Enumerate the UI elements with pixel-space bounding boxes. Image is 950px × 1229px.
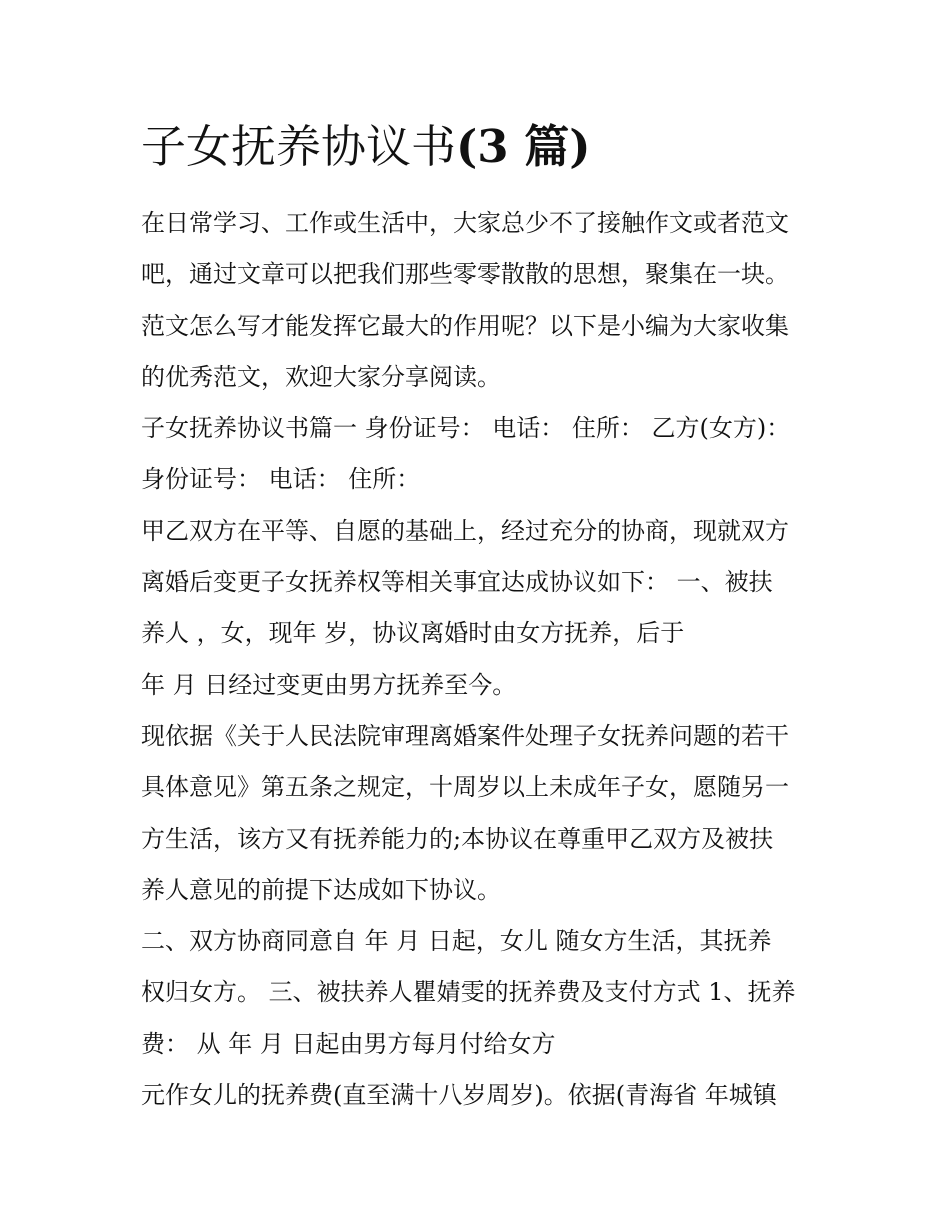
text-line: 元作女儿的抚养费(直至满十八岁周岁)。依据(青海省 年城镇 <box>141 1081 777 1110</box>
text-line: 范文怎么写才能发挥它最大的作用呢？以下是小编为大家收集 <box>141 311 789 340</box>
text-line: 方生活，该方又有抚养能力的;本协议在尊重甲乙双方及被扶 <box>141 824 774 853</box>
text-line: 子女抚养协议书篇一 身份证号： 电话： 住所： 乙方(女方)： <box>141 414 791 443</box>
text-line: 费： 从 年 月 日起由男方每月付给女方 <box>141 1029 556 1058</box>
text-line: 养人意见的前提下达成如下协议。 <box>141 875 501 904</box>
text-line: 二、双方协商同意自 年 月 日起，女儿 随女方生活，其抚养 <box>141 927 772 956</box>
text-line: 在日常学习、工作或生活中，大家总少不了接触作文或者范文 <box>141 209 789 237</box>
text-line: 现依据《关于人民法院审理离婚案件处理子女抚养问题的若干 <box>141 721 789 750</box>
text-line: 具体意见》第五条之规定，十周岁以上未成年子女，愿随另一 <box>141 773 789 802</box>
text-line: 养人 ，女，现年 岁，协议离婚时由女方抚养，后于 <box>141 619 685 648</box>
document-title <box>141 117 591 177</box>
text-line: 年 月 日经过变更由男方抚养至今。 <box>141 670 517 699</box>
text-line: 身份证号： 电话： 住所： <box>141 465 421 494</box>
title-suffix: (3 篇) <box>456 120 591 173</box>
text-line: 权归女方。 三、被扶养人瞿婧雯的抚养费及支付方式 1、抚养 <box>141 978 796 1007</box>
document-body <box>141 200 831 1123</box>
text-line: 的优秀范文，欢迎大家分享阅读。 <box>141 362 501 391</box>
text-line: 吧，通过文章可以把我们那些零零散散的思想，聚集在一块。 <box>141 260 789 289</box>
text-line: 离婚后变更子女抚养权等相关事宜达成协议如下： 一、被扶 <box>141 568 773 597</box>
title-main: 子女抚养协议书 <box>141 120 457 173</box>
text-line: 甲乙双方在平等、自愿的基础上，经过充分的协商，现就双方 <box>141 516 789 545</box>
